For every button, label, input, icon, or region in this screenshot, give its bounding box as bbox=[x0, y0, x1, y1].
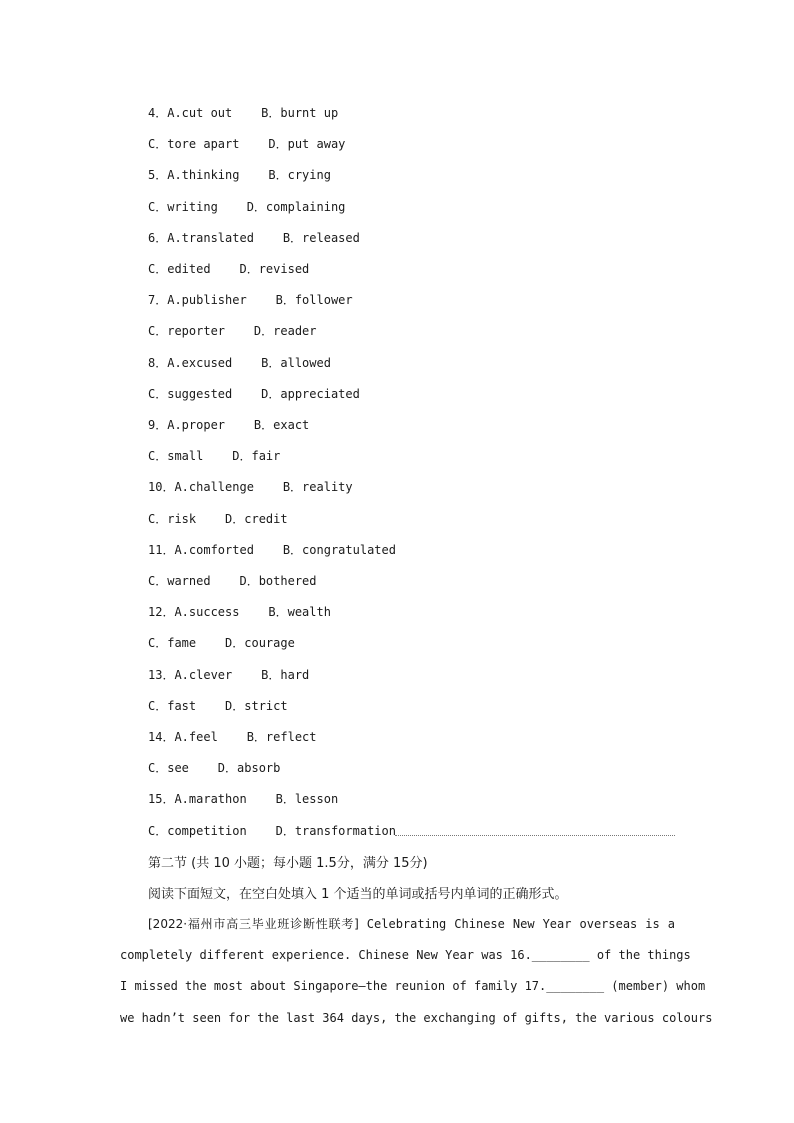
option-line: 7．A.publisher B．follower bbox=[148, 293, 353, 308]
option-line: C．edited D．revised bbox=[148, 262, 310, 276]
option-line: C．competition D．transformation bbox=[148, 823, 396, 838]
passage-line-4: we hadn’t seen for the last 364 days, the exchanging of gifts, the various colours bbox=[120, 1011, 713, 1025]
passage-line-1 bbox=[148, 916, 675, 932]
option-line: 8．A.excused B．allowed bbox=[148, 355, 331, 370]
option-line: C．fame D．courage bbox=[148, 636, 295, 651]
passage-line-3: I missed the most about Singapore—the reunion of family 17.________ (member) whom bbox=[120, 979, 706, 993]
option-line: C．risk D．credit bbox=[148, 511, 288, 526]
option-line: C．fast D．strict bbox=[148, 698, 288, 713]
passage-line-1-text: Celebrating Chinese New Year overseas is a bbox=[358, 917, 675, 931]
option-line: 13．A.clever B．hard bbox=[148, 667, 310, 682]
option-line: C．warned D．bothered bbox=[148, 574, 317, 588]
option-line: C．suggested D．appreciated bbox=[148, 386, 360, 401]
option-line: 15．A.marathon B．lesson bbox=[148, 792, 339, 807]
option-line: 6．A.translated B．released bbox=[148, 230, 360, 245]
section-instruction: 阅读下面短文，在空白处填入 1 个适当的单词或括号内单词的正确形式。 bbox=[148, 887, 568, 902]
option-line: 4．A.cut out B．burnt up bbox=[148, 106, 339, 120]
option-line: C．writing D．complaining bbox=[148, 199, 346, 214]
option-line: 10．A.challenge B．reality bbox=[148, 480, 353, 495]
option-line: 5．A.thinking B．crying bbox=[148, 168, 331, 183]
passage-line-2: completely different experience. Chinese New Year was 16.________ of the things bbox=[120, 948, 691, 962]
option-line: C．see D．absorb bbox=[148, 761, 281, 776]
option-line: 14．A.feel B．reflect bbox=[148, 730, 317, 744]
option-line: 11．A.comforted B．congratulated bbox=[148, 542, 396, 557]
option-line: 9．A.proper B．exact bbox=[148, 418, 310, 432]
option-line: C．small D．fair bbox=[148, 449, 281, 464]
option-line: 12．A.success B．wealth bbox=[148, 605, 331, 620]
dotted-separator bbox=[395, 835, 675, 836]
passage-source: [2022·福州市高三毕业班诊断性联考] bbox=[148, 917, 359, 931]
section-heading: 第二节 (共 10 小题；每小题 1.5分，满分 15分) bbox=[148, 856, 428, 871]
option-line: C．tore apart D．put away bbox=[148, 137, 346, 152]
option-line: C．reporter D．reader bbox=[148, 324, 317, 339]
